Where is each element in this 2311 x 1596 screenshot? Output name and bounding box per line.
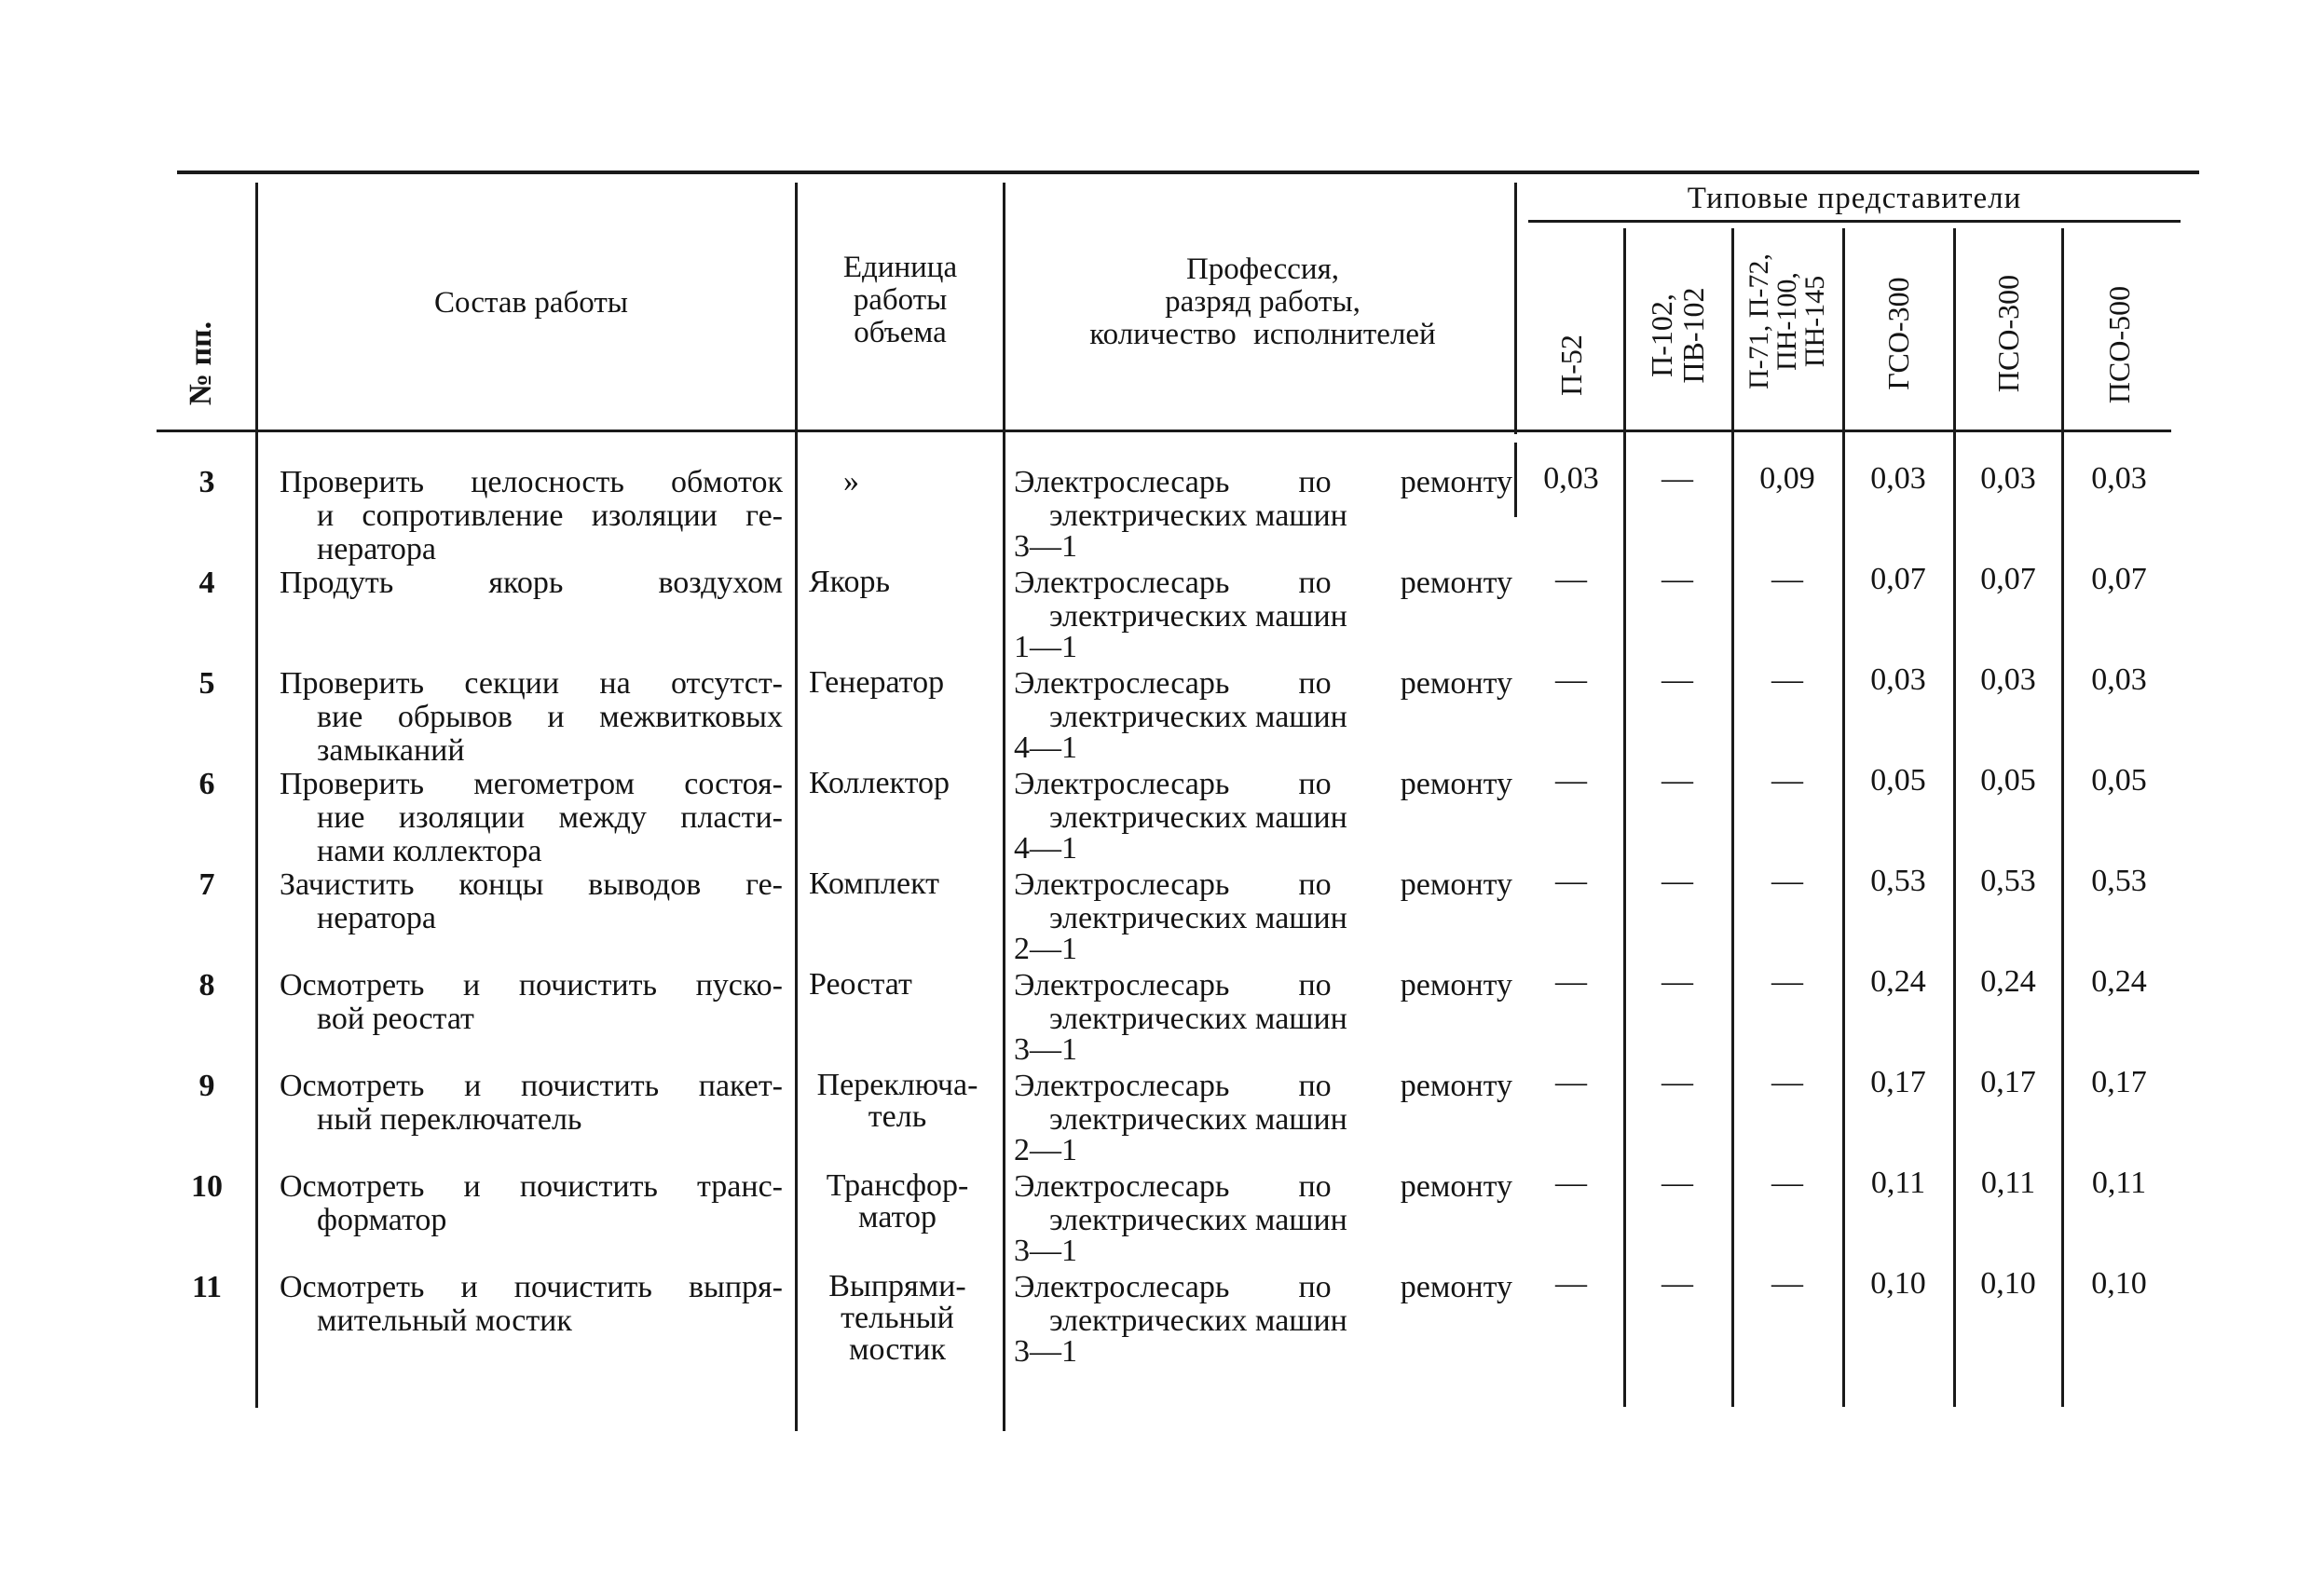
norm-value-6: 0,03 xyxy=(2091,662,2147,697)
col-sep-4b xyxy=(1514,443,1517,517)
profession-title: Электрослесарь по ремонту xyxy=(1014,1169,1512,1204)
work-description xyxy=(280,1070,783,1137)
work-line: нами коллектора xyxy=(317,834,542,868)
profession-title: Электрослесарь по ремонту xyxy=(1014,867,1512,902)
profession-title: Электрослесарь по ремонту xyxy=(1014,1069,1512,1103)
profession-subtitle: электрических машин xyxy=(1049,901,1347,935)
work-grade: 3—1 xyxy=(1014,1032,1077,1067)
row-number: 7 xyxy=(198,867,215,902)
work-grade: 1—1 xyxy=(1014,630,1077,664)
work-line: и сопротивление изоляции ге- xyxy=(317,498,783,533)
work-description xyxy=(280,1170,783,1237)
norm-value-1: — xyxy=(1555,964,1587,999)
header-bottom-rule xyxy=(157,430,2171,432)
work-line: Проверить секции на отсутст- xyxy=(280,666,783,701)
unit-line: Переключа- xyxy=(816,1068,978,1102)
profession xyxy=(1014,867,1512,966)
profession-subtitle: электрических машин xyxy=(1049,498,1347,533)
profession-title: Электрослесарь по ремонту xyxy=(1014,666,1512,701)
row-number: 8 xyxy=(198,968,215,1003)
work-line: Зачистить концы выводов ге- xyxy=(280,867,783,902)
header-work: Состав работы xyxy=(434,286,628,320)
unit-line: матор xyxy=(858,1200,937,1235)
norm-value-3: — xyxy=(1771,1166,1803,1200)
col-sep-6 xyxy=(1731,228,1734,1407)
norm-value-3: — xyxy=(1771,763,1803,798)
work-description xyxy=(280,969,783,1036)
norm-value-6: 0,17 xyxy=(2091,1065,2147,1099)
norm-value-4: 0,07 xyxy=(1870,562,1926,596)
unit-line: Якорь xyxy=(809,565,890,599)
norm-value-5: 0,11 xyxy=(1980,1166,2036,1200)
profession-title: Электрослесарь по ремонту xyxy=(1014,1270,1512,1304)
col-sep-2 xyxy=(795,183,798,1431)
work-line: Осмотреть и почистить выпря- xyxy=(280,1270,783,1304)
profession xyxy=(1014,1169,1512,1268)
norm-value-4: 0,03 xyxy=(1870,461,1926,496)
norm-value-4: 0,11 xyxy=(1870,1166,1926,1200)
norm-value-1: — xyxy=(1555,562,1587,596)
work-unit xyxy=(809,768,995,799)
norm-value-2: — xyxy=(1661,1166,1693,1200)
profession xyxy=(1014,666,1512,765)
col-sep-9 xyxy=(2061,228,2064,1407)
profession-subtitle: электрических машин xyxy=(1049,700,1347,734)
norm-value-2: — xyxy=(1661,461,1693,496)
unit-line: тельный xyxy=(841,1301,954,1335)
work-line: форматор xyxy=(317,1203,447,1237)
work-line: Продуть якорь воздухом xyxy=(280,566,783,600)
norm-value-5: 0,03 xyxy=(1980,662,2036,697)
norm-value-1: — xyxy=(1555,864,1587,898)
work-line: вой реостат xyxy=(317,1002,474,1036)
work-unit xyxy=(809,1271,986,1366)
work-grade: 3—1 xyxy=(1014,529,1077,564)
work-grade: 3—1 xyxy=(1014,1234,1077,1268)
work-line: Проверить мегометром состоя- xyxy=(280,767,783,801)
row-number: 4 xyxy=(198,566,215,600)
profession-subtitle: электрических машин xyxy=(1049,1203,1347,1237)
norm-value-2: — xyxy=(1661,964,1693,999)
work-description xyxy=(280,768,783,868)
work-line: ный переключатель xyxy=(317,1102,582,1137)
norm-value-4: 0,17 xyxy=(1870,1065,1926,1099)
profession-subtitle: электрических машин xyxy=(1049,800,1347,835)
work-line: ние изоляции между пласти- xyxy=(317,800,783,835)
work-unit xyxy=(809,667,995,699)
work-line: Проверить целосность обмоток xyxy=(280,465,783,499)
work-description xyxy=(280,1271,783,1338)
row-number: 10 xyxy=(191,1169,223,1204)
unit-line: » xyxy=(843,464,859,498)
work-unit xyxy=(809,1070,986,1133)
norm-value-3: 0,09 xyxy=(1759,461,1815,496)
header-profession: Профессия, разряд работы, количество исполнителей xyxy=(1089,252,1436,351)
col-sep-8 xyxy=(1953,228,1956,1407)
norm-value-1: — xyxy=(1555,1166,1587,1200)
norm-value-4: 0,24 xyxy=(1870,964,1926,999)
norm-value-6: 0,05 xyxy=(2091,763,2147,798)
work-unit xyxy=(809,566,995,598)
profession-subtitle: электрических машин xyxy=(1049,1303,1347,1338)
unit-line: Выпрями- xyxy=(828,1269,966,1303)
unit-line: Коллектор xyxy=(809,766,950,800)
profession-title: Электрослесарь по ремонту xyxy=(1014,465,1512,499)
norm-value-4: 0,05 xyxy=(1870,763,1926,798)
norm-value-5: 0,17 xyxy=(1980,1065,2036,1099)
row-number: 5 xyxy=(198,666,215,701)
profession xyxy=(1014,1070,1512,1165)
profession xyxy=(1014,1270,1512,1369)
norm-value-3: — xyxy=(1771,864,1803,898)
norm-value-3: — xyxy=(1771,1065,1803,1099)
work-description xyxy=(280,466,783,566)
norm-value-5: 0,10 xyxy=(1980,1266,2036,1301)
norm-value-4: 0,03 xyxy=(1870,662,1926,697)
work-unit xyxy=(809,1170,986,1234)
unit-line: тель xyxy=(868,1099,927,1134)
norm-value-6: 0,24 xyxy=(2091,964,2147,999)
unit-line: Реостат xyxy=(809,967,912,1002)
work-unit xyxy=(843,466,1030,498)
profession xyxy=(1014,767,1512,866)
norm-value-3: — xyxy=(1771,964,1803,999)
top-rule xyxy=(177,171,2199,174)
work-grade: 4—1 xyxy=(1014,831,1077,866)
norm-value-4: 0,10 xyxy=(1870,1266,1926,1301)
work-grade: 2—1 xyxy=(1014,932,1077,966)
norm-value-5: 0,53 xyxy=(1980,864,2036,898)
work-line: Осмотреть и почистить пакет- xyxy=(280,1069,783,1103)
profession-title: Электрослесарь по ремонту xyxy=(1014,566,1512,600)
norm-value-1: — xyxy=(1555,1065,1587,1099)
norm-value-2: — xyxy=(1661,763,1693,798)
profession-subtitle: электрических машин xyxy=(1049,1102,1347,1137)
profession-subtitle: электрических машин xyxy=(1049,1002,1347,1036)
col-sep-7 xyxy=(1842,228,1845,1407)
profession xyxy=(1014,465,1512,564)
norm-value-6: 0,03 xyxy=(2091,461,2147,496)
work-line: Осмотреть и почистить транс- xyxy=(280,1169,783,1204)
norm-value-2: — xyxy=(1661,864,1693,898)
row-number: 11 xyxy=(191,1270,223,1304)
norm-value-2: — xyxy=(1661,562,1693,596)
norm-value-1: — xyxy=(1555,763,1587,798)
work-line: нератора xyxy=(317,532,436,566)
profession-title: Электрослесарь по ремонту xyxy=(1014,968,1512,1003)
work-line: замыканий xyxy=(317,733,465,768)
work-description xyxy=(280,868,783,935)
norm-value-3: — xyxy=(1771,662,1803,697)
work-grade: 4—1 xyxy=(1014,730,1077,765)
work-grade: 2—1 xyxy=(1014,1133,1077,1167)
profession-title: Электрослесарь по ремонту xyxy=(1014,767,1512,801)
unit-line: Комплект xyxy=(809,866,940,901)
row-number: 9 xyxy=(198,1069,215,1103)
work-unit xyxy=(809,969,995,1001)
group-rule xyxy=(1528,220,2181,223)
norm-value-3: — xyxy=(1771,562,1803,596)
norm-value-5: 0,03 xyxy=(1980,461,2036,496)
norm-value-1: 0,03 xyxy=(1543,461,1599,496)
norm-value-2: — xyxy=(1661,1065,1693,1099)
work-line: нератора xyxy=(317,901,436,935)
work-line: мительный мостик xyxy=(317,1303,572,1338)
norm-value-6: 0,11 xyxy=(2091,1166,2147,1200)
profession xyxy=(1014,968,1512,1067)
norm-value-4: 0,53 xyxy=(1870,864,1926,898)
work-grade: 3—1 xyxy=(1014,1334,1077,1369)
col-sep-5 xyxy=(1623,228,1626,1407)
norm-value-2: — xyxy=(1661,662,1693,697)
norm-value-5: 0,24 xyxy=(1980,964,2036,999)
norm-value-3: — xyxy=(1771,1266,1803,1301)
work-description xyxy=(280,667,783,768)
header-group: Типовые представители xyxy=(1687,182,2022,215)
profession-subtitle: электрических машин xyxy=(1049,599,1347,634)
col-sep-1 xyxy=(255,183,258,1408)
norm-value-5: 0,05 xyxy=(1980,763,2036,798)
header-num: № пп. xyxy=(184,321,218,406)
norm-value-6: 0,53 xyxy=(2091,864,2147,898)
work-line: вие обрывов и межвитковых xyxy=(317,700,783,734)
header-unit: Единица работы объема xyxy=(842,251,958,349)
norm-value-6: 0,07 xyxy=(2091,562,2147,596)
norm-value-5: 0,07 xyxy=(1980,562,2036,596)
work-line: Осмотреть и почистить пуско- xyxy=(280,968,783,1003)
col-sep-3 xyxy=(1003,183,1005,1431)
norm-value-1: — xyxy=(1555,1266,1587,1301)
row-number: 6 xyxy=(198,767,215,801)
unit-line: Трансфор- xyxy=(826,1168,969,1203)
norm-value-1: — xyxy=(1555,662,1587,697)
norm-value-2: — xyxy=(1661,1266,1693,1301)
work-description xyxy=(280,566,783,600)
row-number: 3 xyxy=(198,465,215,499)
unit-line: мостик xyxy=(848,1332,947,1367)
work-unit xyxy=(809,868,995,900)
col-sep-4 xyxy=(1514,183,1517,434)
profession xyxy=(1014,566,1512,662)
norm-value-6: 0,10 xyxy=(2091,1266,2147,1301)
unit-line: Генератор xyxy=(809,665,945,700)
